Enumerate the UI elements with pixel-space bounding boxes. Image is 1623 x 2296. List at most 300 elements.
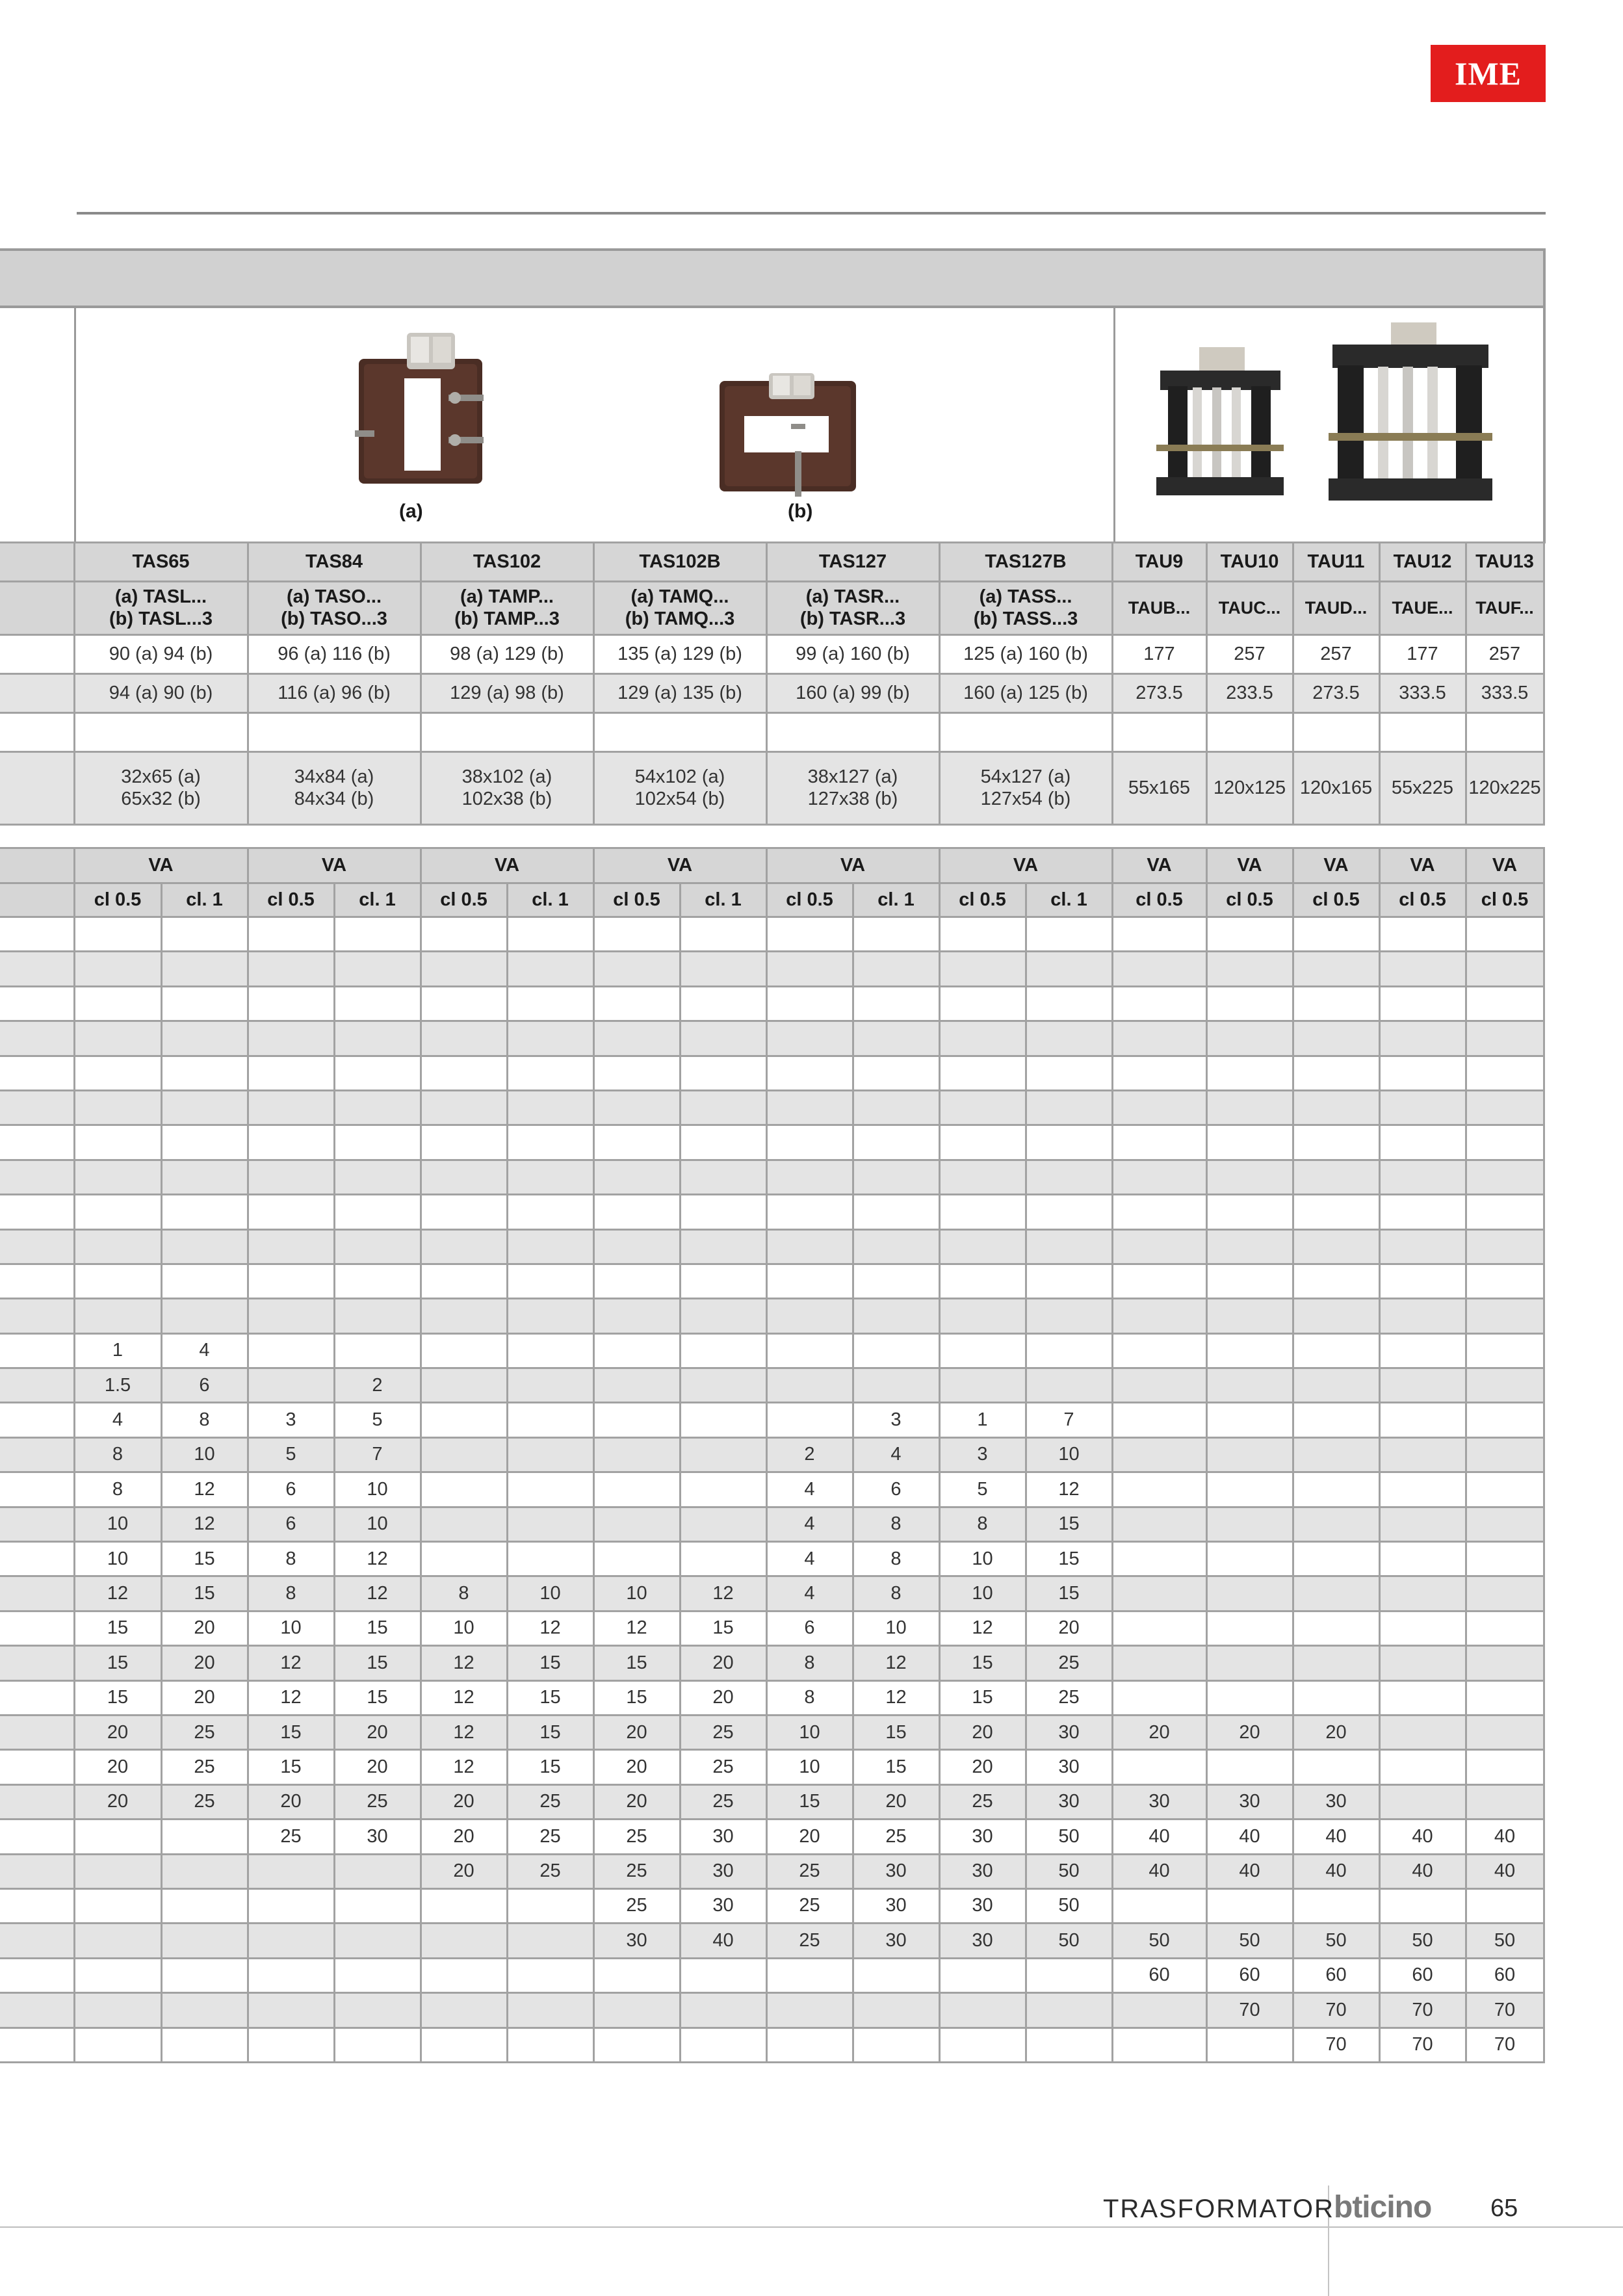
empty-cell — [1112, 713, 1206, 752]
row-label — [0, 1333, 74, 1368]
burden-value — [1026, 1160, 1112, 1194]
burden-value: 25 — [161, 1750, 248, 1784]
burden-value — [334, 1924, 421, 1958]
burden-value: 20 — [593, 1750, 680, 1784]
burden-value — [161, 1021, 248, 1056]
empty-cell — [248, 713, 421, 752]
burden-value: 8 — [766, 1680, 853, 1715]
model-name: TAU11 — [1293, 543, 1379, 582]
window-size-line: 38x127 (a) — [807, 766, 898, 788]
burden-value — [1112, 1195, 1206, 1229]
row-label — [0, 1958, 74, 1992]
row-label — [0, 883, 74, 917]
burden-value — [853, 952, 939, 986]
dimension-value: 177 — [1379, 635, 1466, 674]
burden-value — [74, 1958, 161, 1992]
burden-value: 20 — [853, 1784, 939, 1819]
burden-value: 60 — [1379, 1958, 1466, 1992]
burden-value — [507, 1993, 593, 2028]
dimension-value: 96 (a) 116 (b) — [248, 635, 421, 674]
burden-value — [593, 1333, 680, 1368]
burden-value — [248, 1264, 334, 1298]
window-size: 120x125 — [1206, 752, 1293, 825]
spacer — [0, 825, 1544, 848]
data-row — [0, 986, 1544, 1021]
dimension-value: 98 (a) 129 (b) — [421, 635, 593, 674]
burden-value — [1293, 986, 1379, 1021]
burden-value — [507, 1160, 593, 1194]
burden-value — [507, 917, 593, 952]
burden-value — [680, 1472, 766, 1507]
burden-value — [680, 1125, 766, 1160]
burden-value: 15 — [74, 1611, 161, 1645]
burden-value — [1206, 1680, 1293, 1715]
burden-value — [1466, 1195, 1544, 1229]
burden-value — [1466, 1090, 1544, 1125]
burden-value — [1293, 1021, 1379, 1056]
class-row — [0, 883, 1544, 917]
burden-value — [1206, 1576, 1293, 1611]
burden-value: 5 — [248, 1437, 334, 1472]
burden-value — [680, 1264, 766, 1298]
burden-value — [1466, 1437, 1544, 1472]
burden-value — [507, 1542, 593, 1576]
dimension-value: 257 — [1206, 635, 1293, 674]
burden-value: 12 — [421, 1750, 507, 1784]
row-label — [0, 1993, 74, 2028]
product-images-row — [0, 308, 1546, 543]
order-code: TAUD... — [1293, 582, 1379, 635]
burden-value — [1112, 1542, 1206, 1576]
burden-value: 15 — [593, 1680, 680, 1715]
data-row — [0, 1820, 1544, 1854]
burden-value: 25 — [1026, 1646, 1112, 1680]
burden-value — [853, 1125, 939, 1160]
burden-value: 25 — [766, 1924, 853, 1958]
burden-value — [1293, 1195, 1379, 1229]
burden-value — [161, 1160, 248, 1194]
burden-value — [766, 1125, 853, 1160]
burden-value: 20 — [334, 1715, 421, 1749]
data-row — [0, 1924, 1544, 1958]
burden-value: 25 — [853, 1820, 939, 1854]
burden-value — [334, 986, 421, 1021]
class-label: cl. 1 — [1026, 883, 1112, 917]
burden-value: 15 — [248, 1715, 334, 1749]
burden-value — [1206, 1368, 1293, 1403]
burden-value: 15 — [766, 1784, 853, 1819]
burden-value — [1466, 1472, 1544, 1507]
burden-value — [766, 1021, 853, 1056]
burden-value — [766, 1195, 853, 1229]
dimension-value: 177 — [1112, 635, 1206, 674]
burden-value — [421, 1368, 507, 1403]
va-label: VA — [1466, 848, 1544, 883]
row-label — [0, 952, 74, 986]
burden-value — [680, 1958, 766, 1992]
burden-value — [74, 2028, 161, 2062]
burden-value — [421, 1472, 507, 1507]
burden-value — [1379, 1750, 1466, 1784]
data-row — [0, 1368, 1544, 1403]
burden-value: 20 — [421, 1854, 507, 1888]
burden-value — [1293, 1368, 1379, 1403]
burden-value: 25 — [507, 1784, 593, 1819]
burden-value: 10 — [507, 1576, 593, 1611]
order-code-line: (b) TASS...3 — [973, 608, 1078, 629]
burden-value — [1466, 1680, 1544, 1715]
burden-value: 30 — [1293, 1784, 1379, 1819]
burden-value: 6 — [248, 1472, 334, 1507]
burden-value — [1466, 1160, 1544, 1194]
burden-value: 60 — [1206, 1958, 1293, 1992]
burden-value — [334, 2028, 421, 2062]
burden-value — [939, 1021, 1026, 1056]
empty-cell — [939, 713, 1112, 752]
window-size-line: 127x54 (b) — [980, 788, 1071, 809]
burden-value — [680, 917, 766, 952]
burden-value — [248, 1299, 334, 1333]
va-label: VA — [248, 848, 421, 883]
burden-value — [334, 1090, 421, 1125]
burden-value: 20 — [1206, 1715, 1293, 1749]
va-label: VA — [1293, 848, 1379, 883]
burden-value: 5 — [334, 1403, 421, 1437]
burden-value — [1026, 1993, 1112, 2028]
window-size-row — [0, 752, 1544, 825]
burden-value: 15 — [334, 1646, 421, 1680]
burden-value — [1293, 952, 1379, 986]
row-label — [0, 1750, 74, 1784]
burden-value — [421, 1264, 507, 1298]
burden-value — [1379, 917, 1466, 952]
data-row — [0, 1750, 1544, 1784]
burden-value: 25 — [766, 1888, 853, 1923]
data-row — [0, 1576, 1544, 1611]
row-label — [0, 2028, 74, 2062]
model-name: TAU9 — [1112, 543, 1206, 582]
burden-value — [1206, 1333, 1293, 1368]
class-label: cl 0.5 — [1466, 883, 1544, 917]
burden-value — [1379, 1125, 1466, 1160]
burden-value — [1112, 1472, 1206, 1507]
data-row — [0, 1715, 1544, 1749]
row-label — [0, 1576, 74, 1611]
burden-value — [161, 1229, 248, 1264]
row-label — [0, 1090, 74, 1125]
burden-value — [334, 1993, 421, 2028]
burden-value: 30 — [1206, 1784, 1293, 1819]
data-row — [0, 1542, 1544, 1576]
burden-value: 20 — [680, 1680, 766, 1715]
burden-value — [74, 1160, 161, 1194]
order-code-line: (a) TAMQ... — [630, 586, 729, 608]
burden-value: 70 — [1206, 1993, 1293, 2028]
burden-value — [1379, 1368, 1466, 1403]
burden-value: 30 — [680, 1820, 766, 1854]
burden-value: 30 — [853, 1924, 939, 1958]
va-label: VA — [421, 848, 593, 883]
burden-value — [1112, 1090, 1206, 1125]
burden-value — [1206, 1437, 1293, 1472]
data-row — [0, 1958, 1544, 1992]
burden-value — [507, 1229, 593, 1264]
burden-value: 10 — [161, 1437, 248, 1472]
model-name: TAS102B — [593, 543, 766, 582]
dimension-value: 273.5 — [1112, 674, 1206, 713]
burden-value — [853, 1021, 939, 1056]
burden-value — [939, 1993, 1026, 2028]
burden-value — [161, 1090, 248, 1125]
dimension-row-2 — [0, 674, 1544, 713]
dimension-value: 116 (a) 96 (b) — [248, 674, 421, 713]
burden-value — [766, 952, 853, 986]
burden-value — [593, 1125, 680, 1160]
burden-value — [766, 2028, 853, 2062]
burden-value — [1379, 952, 1466, 986]
dimension-value: 99 (a) 160 (b) — [766, 635, 939, 674]
burden-value: 12 — [939, 1611, 1026, 1645]
burden-value: 40 — [1112, 1820, 1206, 1854]
burden-value — [593, 1542, 680, 1576]
burden-value: 20 — [593, 1715, 680, 1749]
burden-value — [334, 1021, 421, 1056]
row-label — [0, 1820, 74, 1854]
burden-value: 12 — [334, 1576, 421, 1611]
burden-value — [939, 986, 1026, 1021]
burden-value: 10 — [853, 1611, 939, 1645]
burden-value: 50 — [1026, 1854, 1112, 1888]
burden-value — [248, 1888, 334, 1923]
data-row — [0, 1437, 1544, 1472]
burden-value — [680, 1368, 766, 1403]
class-label: cl 0.5 — [766, 883, 853, 917]
burden-value — [939, 1229, 1026, 1264]
burden-value — [248, 917, 334, 952]
burden-value: 5 — [939, 1472, 1026, 1507]
burden-value: 6 — [766, 1611, 853, 1645]
burden-value — [593, 2028, 680, 2062]
burden-value: 20 — [74, 1750, 161, 1784]
model-name: TAS127 — [766, 543, 939, 582]
code-row — [0, 582, 1544, 635]
burden-value — [1206, 1542, 1293, 1576]
burden-value — [1379, 1333, 1466, 1368]
dimension-value: 333.5 — [1379, 674, 1466, 713]
dimension-value: 94 (a) 90 (b) — [74, 674, 248, 713]
burden-value: 20 — [161, 1611, 248, 1645]
burden-value — [680, 1403, 766, 1437]
burden-value — [1112, 2028, 1206, 2062]
burden-value: 2 — [766, 1437, 853, 1472]
data-row — [0, 1021, 1544, 1056]
burden-value: 40 — [1206, 1820, 1293, 1854]
burden-value: 40 — [1379, 1820, 1466, 1854]
data-row — [0, 1854, 1544, 1888]
burden-value: 12 — [593, 1611, 680, 1645]
model-name: TAS65 — [74, 543, 248, 582]
burden-value — [421, 1333, 507, 1368]
burden-value — [1112, 1160, 1206, 1194]
burden-value — [507, 1507, 593, 1541]
burden-value: 6 — [853, 1472, 939, 1507]
class-label: cl. 1 — [507, 883, 593, 917]
burden-value — [74, 1229, 161, 1264]
burden-value — [853, 1958, 939, 1992]
burden-value — [334, 1854, 421, 1888]
burden-value — [1206, 2028, 1293, 2062]
burden-value — [1293, 1333, 1379, 1368]
empty-cell — [1379, 713, 1466, 752]
burden-value — [1026, 952, 1112, 986]
burden-value: 12 — [248, 1646, 334, 1680]
row-label — [0, 1125, 74, 1160]
burden-value: 20 — [421, 1820, 507, 1854]
burden-value — [593, 1195, 680, 1229]
class-label: cl. 1 — [334, 883, 421, 917]
burden-value — [1293, 1437, 1379, 1472]
burden-value: 20 — [939, 1715, 1026, 1749]
burden-value — [593, 1993, 680, 2028]
burden-value: 15 — [939, 1646, 1026, 1680]
burden-value — [853, 1368, 939, 1403]
burden-value: 10 — [74, 1542, 161, 1576]
burden-value — [1206, 1472, 1293, 1507]
burden-value — [1379, 1021, 1466, 1056]
burden-value — [74, 1056, 161, 1090]
burden-value: 20 — [248, 1784, 334, 1819]
window-size: 55x165 — [1112, 752, 1206, 825]
spacer-row — [0, 825, 1544, 848]
order-code — [939, 582, 1112, 635]
burden-value: 7 — [334, 1437, 421, 1472]
burden-value: 8 — [74, 1437, 161, 1472]
burden-value: 20 — [939, 1750, 1026, 1784]
dimension-value: 160 (a) 99 (b) — [766, 674, 939, 713]
burden-value: 15 — [680, 1611, 766, 1645]
data-row — [0, 1993, 1544, 2028]
burden-value — [421, 1924, 507, 1958]
burden-value — [74, 1021, 161, 1056]
class-label: cl 0.5 — [1379, 883, 1466, 917]
model-name: TAU13 — [1466, 543, 1544, 582]
burden-value — [1026, 1368, 1112, 1403]
row-label — [0, 1472, 74, 1507]
burden-value — [334, 1958, 421, 1992]
burden-value: 15 — [334, 1680, 421, 1715]
burden-value — [1112, 1056, 1206, 1090]
data-row — [0, 952, 1544, 986]
burden-value — [1026, 1229, 1112, 1264]
burden-value — [939, 952, 1026, 986]
burden-value — [1466, 986, 1544, 1021]
burden-value — [1293, 1576, 1379, 1611]
order-code-line: (b) TASO...3 — [281, 608, 387, 629]
va-row — [0, 848, 1544, 883]
burden-value: 15 — [507, 1750, 593, 1784]
burden-value: 70 — [1466, 1993, 1544, 2028]
burden-value: 20 — [1026, 1611, 1112, 1645]
model-name: TAS84 — [248, 543, 421, 582]
burden-value — [161, 986, 248, 1021]
model-name: TAU12 — [1379, 543, 1466, 582]
order-code-line: (a) TASR... — [805, 586, 900, 608]
row-label — [0, 1715, 74, 1749]
burden-value: 15 — [853, 1715, 939, 1749]
burden-value — [507, 1403, 593, 1437]
data-row — [0, 1229, 1544, 1264]
burden-value — [1206, 1646, 1293, 1680]
burden-value — [161, 1924, 248, 1958]
burden-value — [1466, 1750, 1544, 1784]
burden-value — [766, 1056, 853, 1090]
burden-value — [421, 2028, 507, 2062]
burden-value — [1026, 1021, 1112, 1056]
burden-value: 60 — [1293, 1958, 1379, 1992]
burden-value — [853, 1333, 939, 1368]
burden-value — [1466, 1784, 1544, 1819]
burden-value — [1206, 1888, 1293, 1923]
burden-value: 8 — [74, 1472, 161, 1507]
burden-value — [1293, 1264, 1379, 1298]
burden-value: 60 — [1466, 1958, 1544, 1992]
burden-value — [1206, 1507, 1293, 1541]
burden-value: 50 — [1293, 1924, 1379, 1958]
burden-value — [766, 1958, 853, 1992]
burden-value — [507, 1090, 593, 1125]
burden-value — [1466, 1888, 1544, 1923]
burden-value — [421, 1229, 507, 1264]
data-row — [0, 1888, 1544, 1923]
burden-value — [1112, 1750, 1206, 1784]
burden-value: 25 — [593, 1888, 680, 1923]
burden-value — [74, 1888, 161, 1923]
burden-value: 10 — [74, 1507, 161, 1541]
burden-value: 12 — [248, 1680, 334, 1715]
burden-value — [74, 952, 161, 986]
burden-value: 30 — [334, 1820, 421, 1854]
burden-value — [1293, 1056, 1379, 1090]
order-code: TAUE... — [1379, 582, 1466, 635]
burden-value — [1466, 1333, 1544, 1368]
burden-value: 25 — [334, 1784, 421, 1819]
burden-value — [74, 1264, 161, 1298]
class-label: cl. 1 — [161, 883, 248, 917]
burden-value — [939, 1056, 1026, 1090]
burden-value — [1379, 1264, 1466, 1298]
burden-value: 8 — [248, 1576, 334, 1611]
burden-value — [1379, 1888, 1466, 1923]
data-row — [0, 1090, 1544, 1125]
burden-value — [161, 1299, 248, 1333]
burden-value — [248, 2028, 334, 2062]
burden-value: 4 — [853, 1437, 939, 1472]
burden-value — [161, 952, 248, 986]
burden-value: 15 — [939, 1680, 1026, 1715]
burden-value: 20 — [421, 1784, 507, 1819]
class-label: cl 0.5 — [939, 883, 1026, 917]
burden-value — [853, 1056, 939, 1090]
burden-value: 25 — [680, 1784, 766, 1819]
burden-value — [1112, 1888, 1206, 1923]
burden-value: 30 — [1026, 1784, 1112, 1819]
burden-value — [507, 1195, 593, 1229]
burden-value — [1379, 1611, 1466, 1645]
order-code-line: (a) TASO... — [286, 586, 382, 608]
burden-value: 30 — [853, 1854, 939, 1888]
burden-value — [74, 1195, 161, 1229]
burden-value — [248, 1195, 334, 1229]
